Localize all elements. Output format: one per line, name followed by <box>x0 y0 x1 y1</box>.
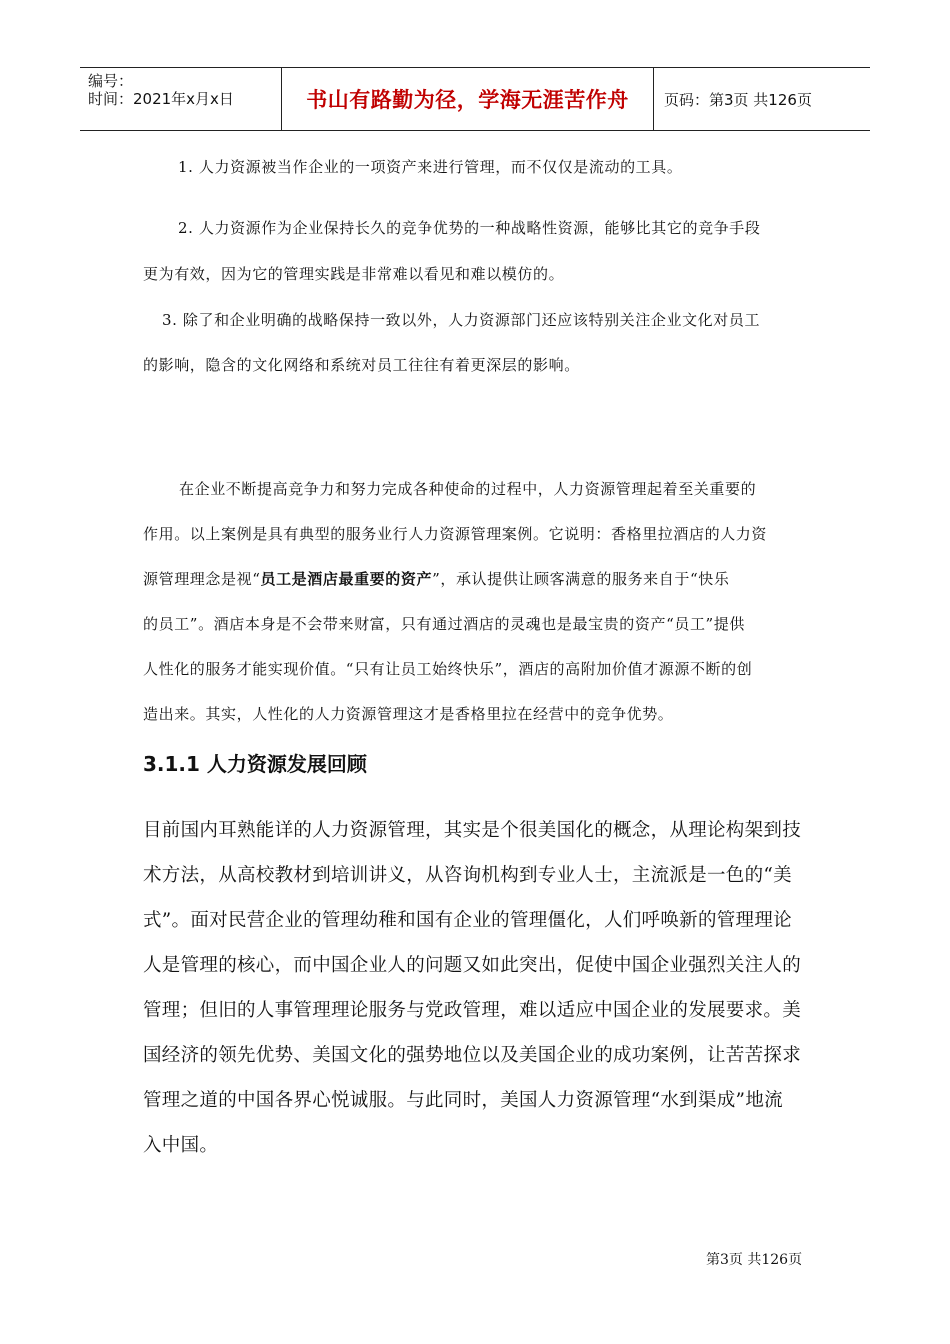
summary-text: 源管理理念是视“ <box>143 570 261 588</box>
header-meta <box>80 68 282 130</box>
summary-line-emphasis <box>143 568 729 589</box>
summary-line: 在企业不断提高竞争力和努力完成各种使命的过程中，人力资源管理起着至关重要的 <box>179 480 757 498</box>
page-footer: 第3页 共126页 <box>706 1252 803 1268</box>
date-label: 时间：2021年x月x日 <box>88 90 234 108</box>
page-header <box>80 67 870 131</box>
summary-text: ”，承认提供让顾客满意的服务来自于“快乐 <box>432 570 730 588</box>
summary-line: 人性化的服务才能实现价值。“只有让员工始终快乐”，酒店的高附加价值才源源不断的创 <box>143 660 753 678</box>
body-line: 术方法，从高校教材到培训讲义，从咨询机构到专业人士，主流派是一色的“美 <box>143 865 792 886</box>
list-item-2-line2: 更为有效，因为它的管理实践是非常难以看见和难以模仿的。 <box>143 265 565 283</box>
body-line: 入中国。 <box>143 1135 219 1156</box>
summary-line: 的员工”。酒店本身是不会带来财富，只有通过酒店的灵魂也是最宝贵的资产“员工”提供 <box>143 615 746 633</box>
summary-line: 作用。以上案例是具有典型的服务业行人力资源管理案例。它说明：香格里拉酒店的人力资 <box>143 525 768 543</box>
list-item-3-line2: 的影响，隐含的文化网络和系统对员工往往有着更深层的影响。 <box>143 356 580 374</box>
body-line: 式”。面对民营企业的管理幼稚和国有企业的管理僵化，人们呼唤新的管理理论 <box>143 910 792 931</box>
body-line: 管理之道的中国各界心悦诚服。与此同时，美国人力资源管理“水到渠成”地流 <box>143 1090 783 1111</box>
header-motto: 书山有路勤为径，学海无涯苦作舟 <box>282 68 654 130</box>
list-item-3-line1: 3. 除了和企业明确的战略保持一致以外，人力资源部门还应该特别关注企业文化对员工 <box>162 311 761 329</box>
body-line: 目前国内耳熟能详的人力资源管理，其实是个很美国化的概念，从理论构架到技 <box>143 820 802 841</box>
body-line: 人是管理的核心，而中国企业人的问题又如此突出，促使中国企业强烈关注人的 <box>143 955 802 976</box>
number-label: 编号： <box>88 72 134 90</box>
section-heading: 3.1.1 人力资源发展回顾 <box>143 752 367 776</box>
list-item-1: 1. 人力资源被当作企业的一项资产来进行管理，而不仅仅是流动的工具。 <box>178 158 683 176</box>
body-line: 管理；但旧的人事管理理论服务与党政管理，难以适应中国企业的发展要求。美 <box>143 1000 802 1021</box>
summary-bold-text: 员工是酒店最重要的资产 <box>260 570 433 588</box>
summary-line: 造出来。其实，人性化的人力资源管理这才是香格里拉在经营中的竞争优势。 <box>143 705 674 723</box>
body-line: 国经济的领先优势、美国文化的强势地位以及美国企业的成功案例，让苦苦探求 <box>143 1045 802 1066</box>
list-item-2-line1: 2. 人力资源作为企业保持长久的竞争优势的一种战略性资源，能够比其它的竞争手段 <box>178 219 761 237</box>
header-page-info: 页码：第3页 共126页 <box>664 90 812 109</box>
